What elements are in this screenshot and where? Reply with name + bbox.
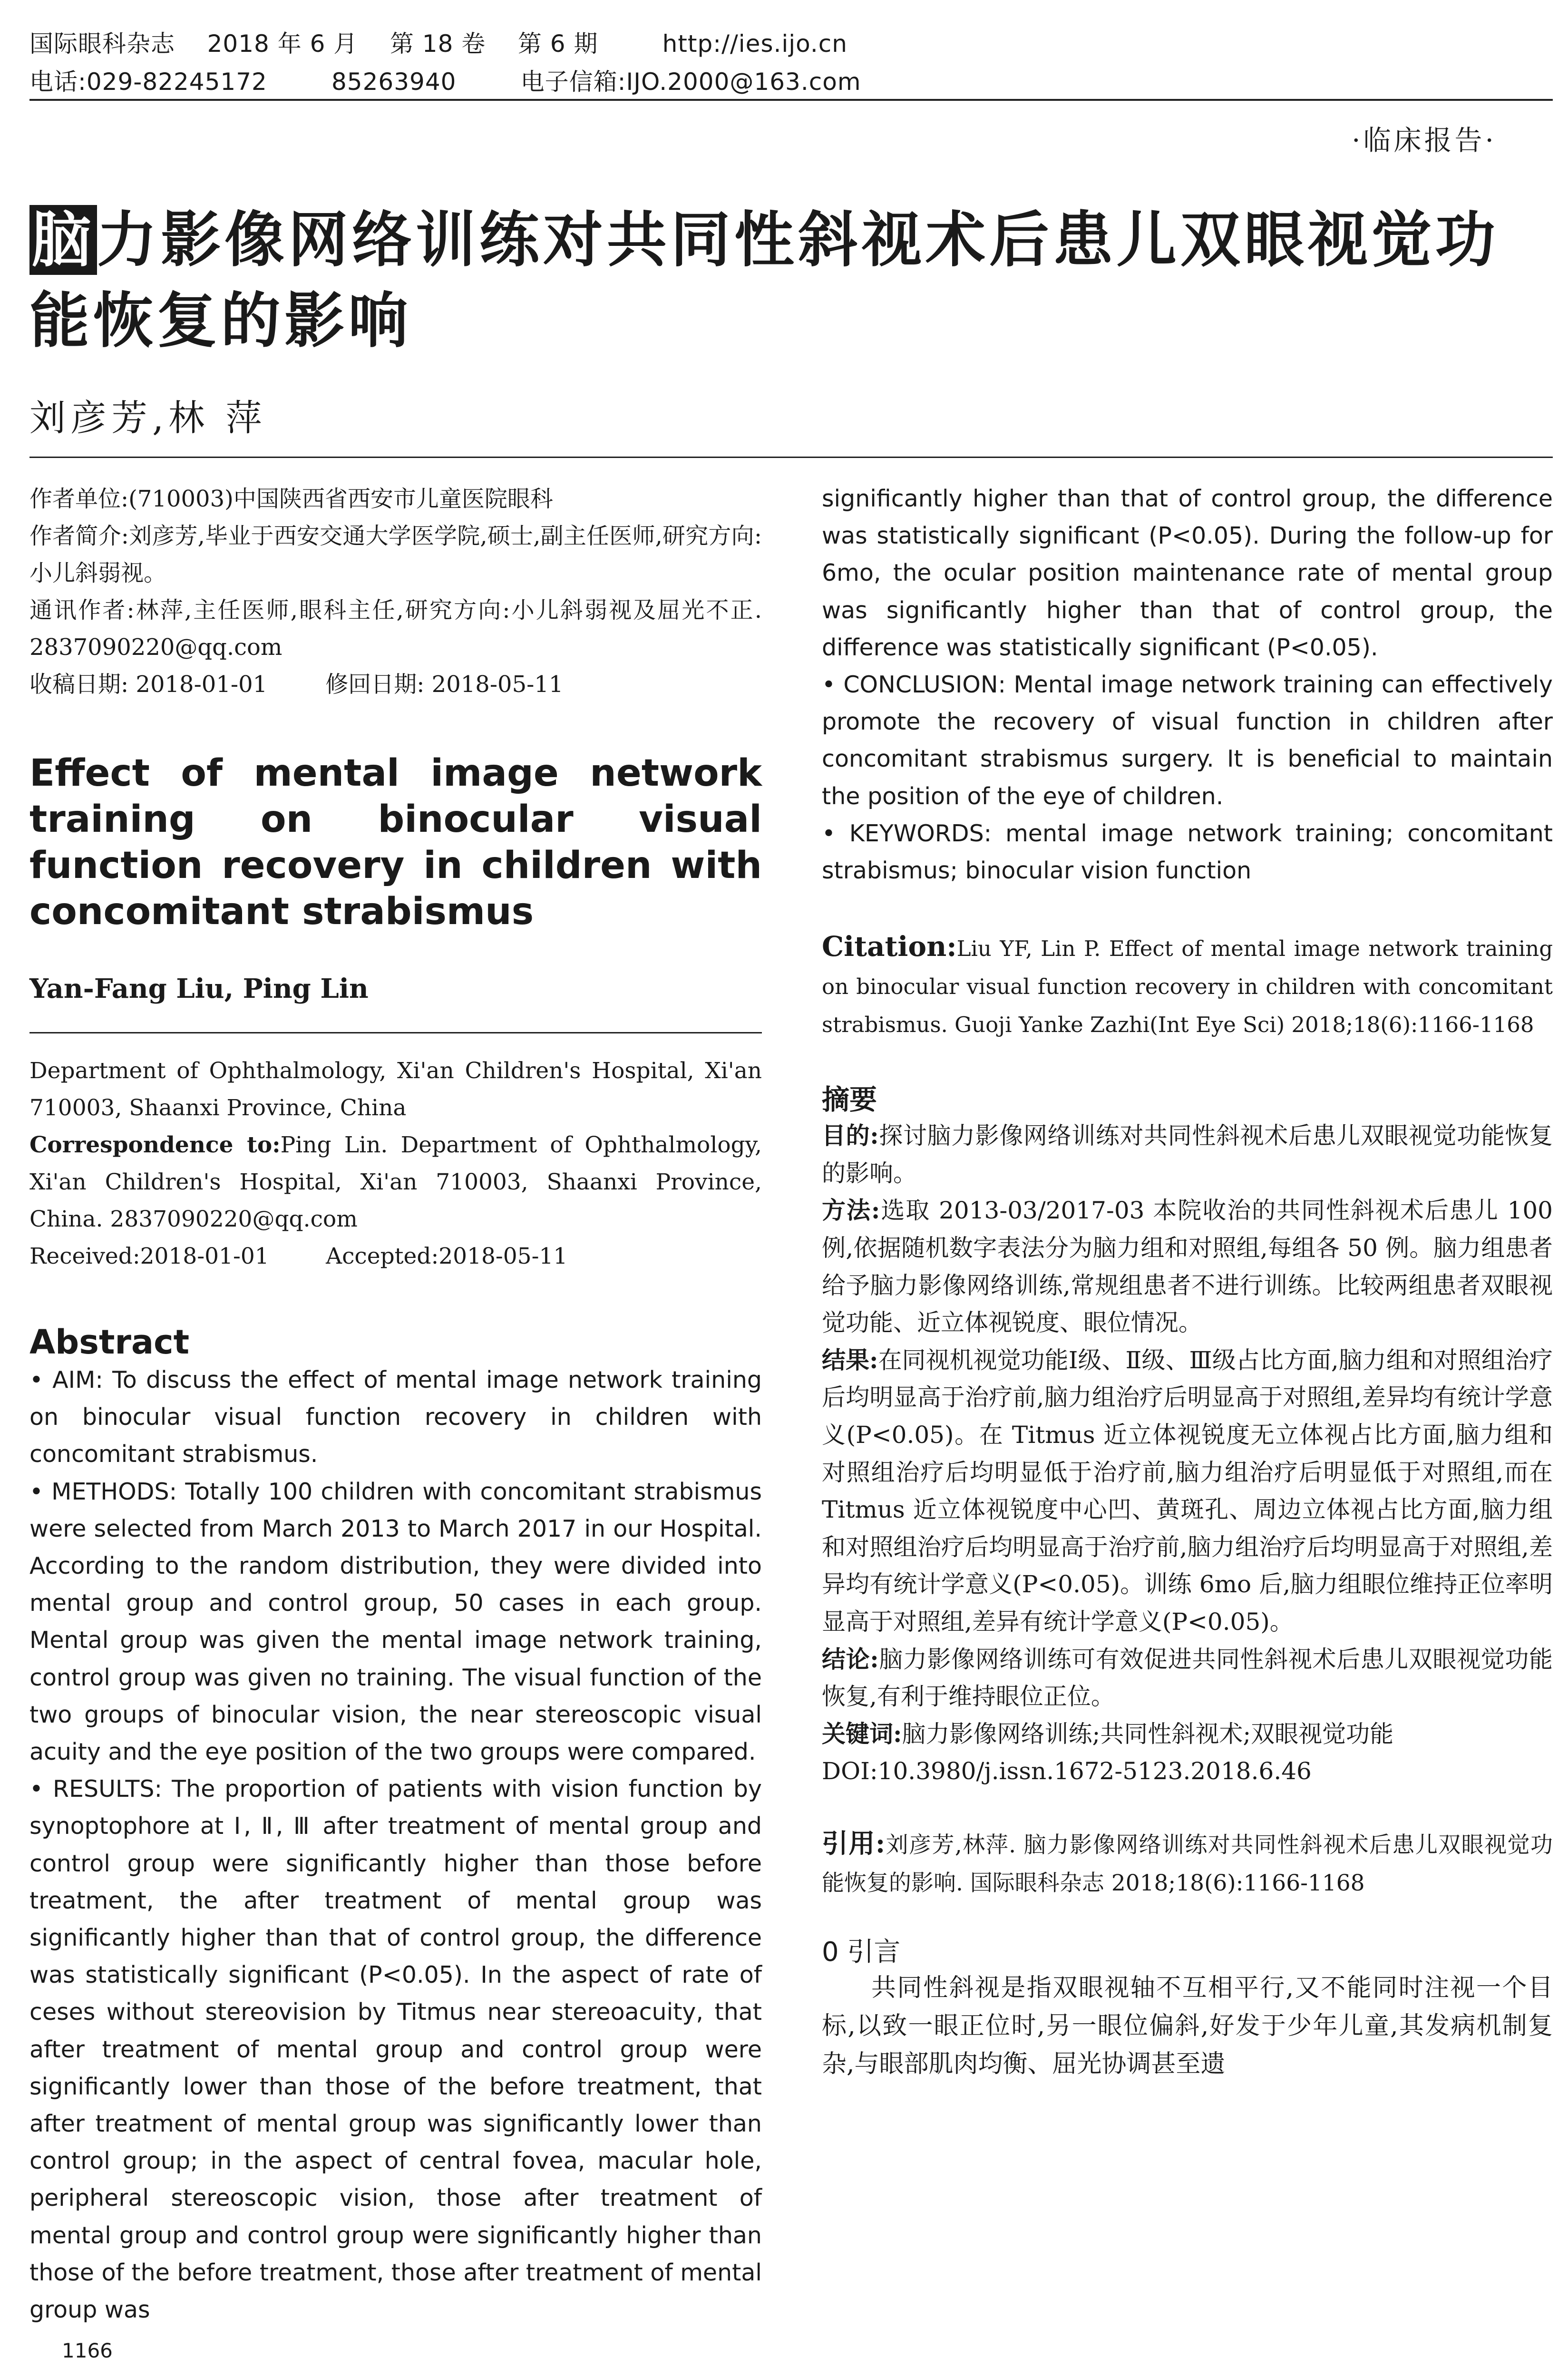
received-dates-en: Received:2018-01-01 Accepted:2018-05-11	[29, 1243, 568, 1269]
abstract-methods	[29, 1473, 762, 1771]
citation-cn-text: 刘彦芳,林萍. 脑力影像网络训练对共同性斜视术后患儿双眼视觉功能恢复的影响. 国际眼科杂志 2018;18(6):1166-1168	[822, 1831, 1553, 1896]
title-rest: 力影像网络训练对共同性斜视术后患儿双眼视觉功能恢复的影响	[29, 205, 1499, 356]
cn-results	[822, 1342, 1553, 1641]
methods-label: • METHODS:	[29, 1478, 177, 1505]
cn-aim-label: 目的:	[822, 1121, 879, 1150]
citation-cn	[822, 1824, 1553, 1902]
abstract-continued	[822, 480, 1553, 889]
aim-text: To discuss the effect of mental image network training on binocular visual function recovery in children with concomitant strabismus.	[29, 1366, 762, 1468]
results-label: • RESULTS:	[29, 1775, 163, 1803]
title-first-char: 脑	[29, 205, 97, 275]
right-column	[822, 480, 1553, 2083]
doi[interactable]: DOI:10.3980/j.issn.1672-5123.2018.6.46	[822, 1757, 1312, 1785]
article-title	[29, 200, 1551, 361]
header-rule	[29, 99, 1553, 101]
aim-label: • AIM:	[29, 1366, 103, 1393]
abstract-body	[29, 1362, 762, 2328]
citation-en	[822, 927, 1553, 1044]
abstract-aim	[29, 1362, 762, 1473]
results-continued: significantly higher than that of control group, the difference was statistically significant (P<0.05). During the follow-up for 6mo, the ocular position maintenance rate of mental group was significantly higher than that of control group, the difference was statistically significant (P<0.05).	[822, 485, 1553, 661]
cn-methods-text: 选取 2013-03/2017-03 本院收治的共同性斜视术后患儿 100 例,依据随机数字表法分为脑力组和对照组,每组各 50 例。脑力组患者给予脑力影像网络训练,常规组患者不进行训练。比较两组患者双眼视觉功能、近立体视锐度、眼位情况。	[822, 1197, 1553, 1337]
title-rule	[29, 457, 1553, 458]
cn-author-info	[29, 480, 762, 703]
author-bio: 作者简介:刘彦芳,毕业于西安交通大学医学院,硕士,副主任医师,研究方向:小儿斜弱视。	[29, 523, 762, 586]
chinese-abstract-body	[822, 1117, 1553, 1790]
affiliation-block	[29, 1052, 762, 1275]
english-authors: Yan-Fang Liu, Ping Lin	[29, 973, 369, 1004]
cn-aim-text: 探讨脑力影像网络训练对共同性斜视术后患儿双眼视觉功能恢复的影响。	[822, 1122, 1553, 1187]
abstract-results	[29, 1771, 762, 2328]
english-title: Effect of mental image network training on binocular visual function recovery in children with concomitant strabismus	[29, 752, 762, 933]
cn-methods	[822, 1192, 1553, 1341]
correspondence	[29, 1127, 762, 1238]
authors-cn: 刘彦芳,林 萍	[29, 397, 267, 439]
cn-results-label: 结果:	[822, 1345, 878, 1374]
chinese-abstract-heading: 摘要	[822, 1083, 877, 1116]
keywords-text: mental image network training; concomitant strabismus; binocular vision function	[822, 819, 1553, 885]
citation-cn-label: 引用:	[822, 1827, 886, 1859]
citation-label: Citation:	[822, 930, 957, 963]
keywords-label: • KEYWORDS:	[822, 819, 992, 847]
abstract-conclusion	[822, 666, 1553, 815]
correspondence-text: Ping Lin. Department of Ophthalmology, Xi'an Children's Hospital, Xi'an 710003, Shaanxi Province, China. 2837090220@qq.com	[29, 1132, 762, 1232]
results-text: The proportion of patients with vision function by synoptophore at Ⅰ, Ⅱ, Ⅲ after treatment of mental group and control group were significantly higher than those before treatment, the after treatment of mental group was significantly higher than that of control group, the difference was statistically significant (P<0.05). In the aspect of rate of ceses without stereovision by Titmus near stereoacuity, that after treatment of mental group and control group were significantly lower than those of the before treatment, that after treatment of mental group was significantly lower than control group; in the aspect of central fovea, macular hole, peripheral stereoscopic vision, those after treatment of mental group and control group were significantly higher than those of the before treatment, those after treatment of mental group was	[29, 1775, 762, 2324]
cn-methods-label: 方法:	[822, 1196, 880, 1225]
journal-header-line2: 电话:029-82245172 85263940 电子信箱:IJO.2000@163.com	[29, 68, 861, 96]
intro-heading: 0 引言	[822, 1936, 901, 1968]
cn-conclusion	[822, 1641, 1553, 1715]
cn-keywords-label: 关键词:	[822, 1719, 902, 1748]
received-dates-cn: 收稿日期: 2018-01-01 修回日期: 2018-05-11	[29, 671, 564, 698]
cn-results-text: 在同视机视觉功能Ⅰ级、Ⅱ级、Ⅲ级占比方面,脑力组和对照组治疗后均明显高于治疗前,脑力组治疗后明显高于对照组,差异均有统计学意义(P<0.05)。在 Titmus 近立体视锐度无立体视占比方面,脑力组和对照组治疗后均明显低于治疗前,脑力组治疗后明显低于对照组,而在 Titmus 近立体视锐度中心凹、黄斑孔、周边立体视占比方面,脑力组和对照组治疗后均明显高于治疗前,脑力组治疗后均明显高于对照组,差异均有统计学意义(P<0.05)。训练 6mo 后,脑力组眼位维持正位率明显高于对照组,差异有统计学意义(P<0.05)。	[822, 1346, 1553, 1636]
journal-header-line1: 国际眼科杂志 2018 年 6 月 第 18 卷 第 6 期 http://ies.ijo.cn	[29, 30, 847, 58]
corresponding-author: 通讯作者:林萍,主任医师,眼科主任,研究方向:小儿斜弱视及屈光不正. 2837090220@qq.com	[29, 597, 762, 661]
correspondence-label: Correspondence to:	[29, 1132, 281, 1158]
left-column	[29, 480, 762, 2328]
abstract-heading: Abstract	[29, 1323, 190, 1362]
section-label: ·临床报告·	[1352, 124, 1497, 156]
affiliation: Department of Ophthalmology, Xi'an Children's Hospital, Xi'an 710003, Shaanxi Province, China	[29, 1058, 762, 1121]
conclusion-label: • CONCLUSION:	[822, 671, 1006, 699]
conclusion-text: Mental image network training can effectively promote the recovery of visual function in children after concomitant strabismus surgery. It is beneficial to maintain the position of the eye of children.	[822, 671, 1553, 810]
authors-rule	[29, 1032, 762, 1033]
citation-text: Liu YF, Lin P. Effect of mental image network training on binocular visual function recovery in children with concomitant strabismus. Guoji Yanke Zazhi(Int Eye Sci) 2018;18(6):1166-1168	[822, 936, 1553, 1038]
intro-paragraph: 共同性斜视是指双眼视轴不互相平行,又不能同时注视一个目标,以致一眼正位时,另一眼位偏斜,好发于少年儿童,其发病机制复杂,与眼部肌肉均衡、屈光协调甚至遗	[822, 1973, 1553, 2078]
abstract-keywords	[822, 815, 1553, 889]
page-number: 1166	[62, 2339, 113, 2362]
cn-keywords-text: 脑力影像网络训练;共同性斜视术;双眼视觉功能	[902, 1720, 1394, 1748]
cn-conclusion-text: 脑力影像网络训练可有效促进共同性斜视术后患儿双眼视觉功能恢复,有利于维持眼位正位。	[822, 1645, 1553, 1711]
cn-aim	[822, 1117, 1553, 1192]
author-unit: 作者单位:(710003)中国陕西省西安市儿童医院眼科	[29, 486, 553, 512]
cn-keywords	[822, 1715, 1553, 1753]
methods-text: Totally 100 children with concomitant strabismus were selected from March 2013 to March 2017 in our Hospital. According to the random distribution, they were divided into mental group and control group, 50 cases in each group. Mental group was given the mental image network training, control group was given no training. The visual function of the two groups of binocular vision, the near stereoscopic visual acuity and the eye position of the two groups were compared.	[29, 1478, 762, 1766]
cn-conclusion-label: 结论:	[822, 1645, 879, 1673]
